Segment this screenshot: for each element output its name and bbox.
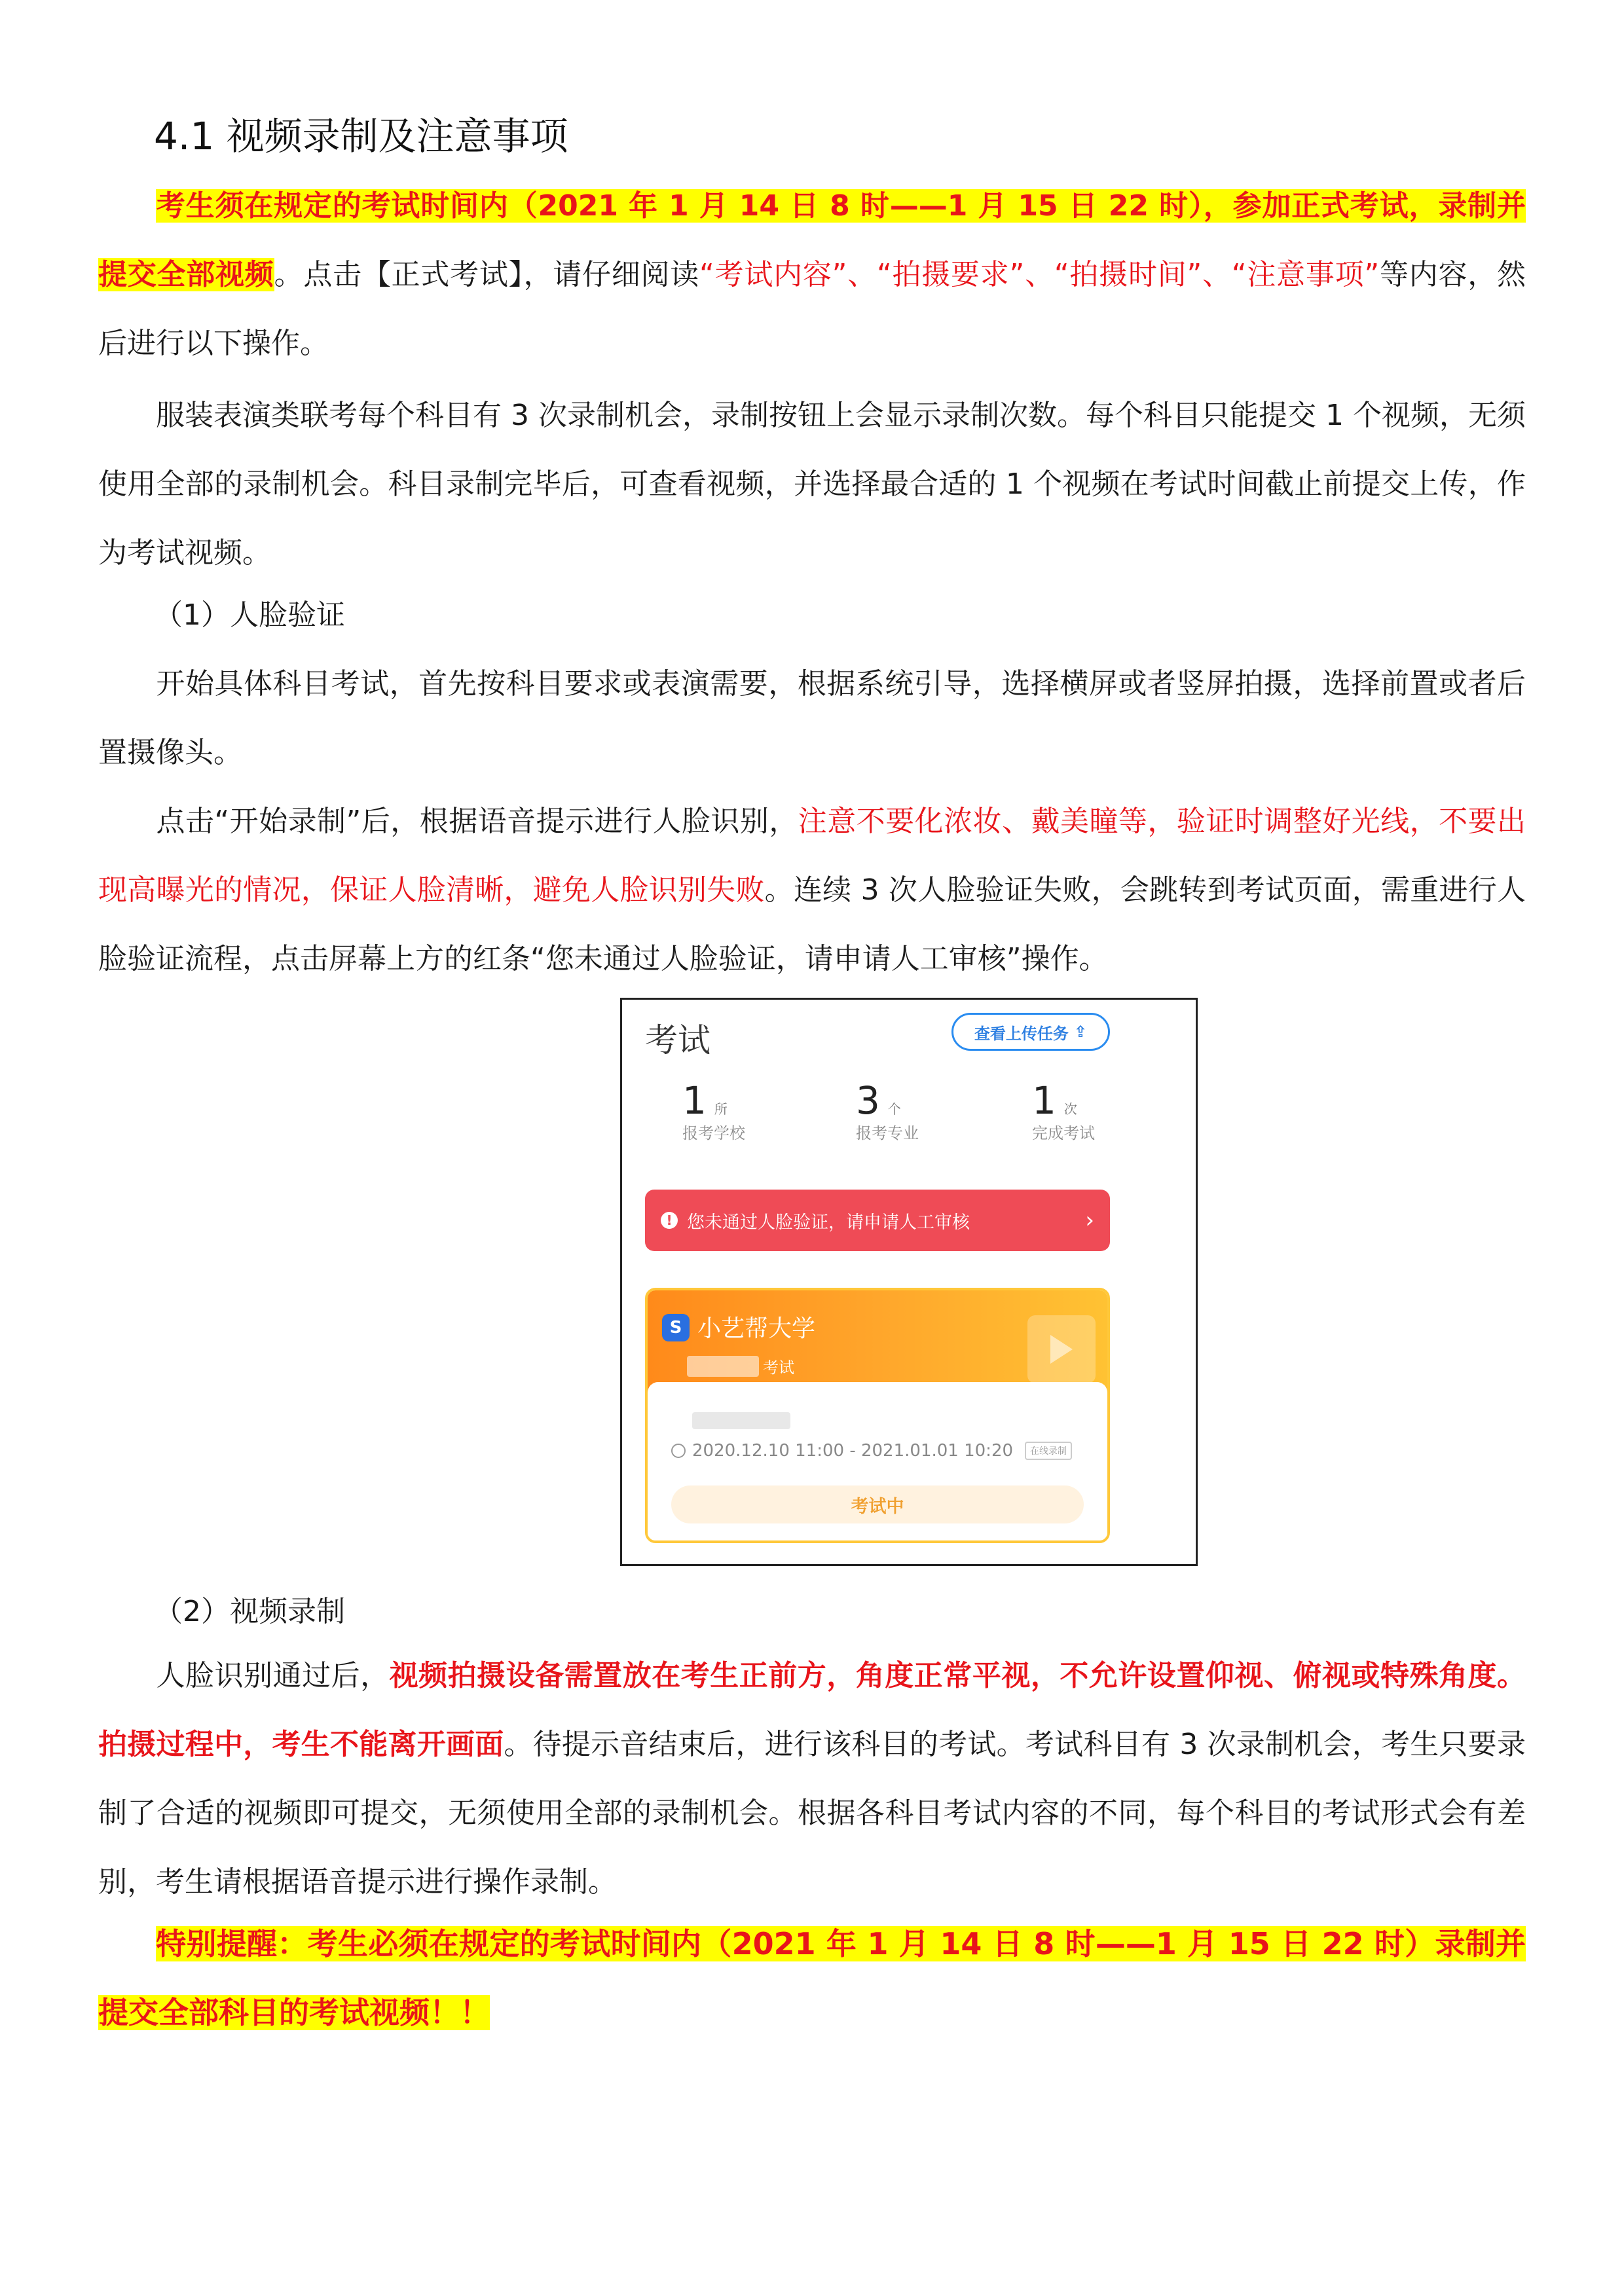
- play-icon: [1027, 1315, 1096, 1383]
- paragraph-text: 。待提示音结束后，进行该科目的考试。考试科目有 3 次录制机会，考生只要录制了合适的视频即可提交，无须使用全部的录制机会。根据各科目考试内容的不同，每个科目的考试形式会有差别，考生请根据语音提示进行操作录制。: [98, 1728, 1526, 1899]
- school-name: 小艺帮大学: [697, 1315, 816, 1342]
- paragraph-camera-select: [98, 649, 1526, 787]
- blurred-text: [687, 1356, 759, 1377]
- stat-label: 报考学校: [682, 1124, 745, 1142]
- reading-items: “考试内容”、“拍摄要求”、“拍摄时间”、“注意事项”: [699, 258, 1380, 291]
- paragraph-face-recognition: [98, 787, 1526, 993]
- exam-time-highlight: 考生须在规定的考试时间内（2021 年 1 月 14 日 8 时——1 月 15 日 22 时），参加正式考试，录制并提交全部视频: [98, 189, 1526, 291]
- paragraph-exam-time: [98, 172, 1526, 378]
- exam-time: 2020.12.10 11:00 - 2021.01.01 10:20: [692, 1441, 1014, 1461]
- paragraph-text: 开始具体科目考试，首先按科目要求或表演需要，根据系统引导，选择横屏或者竖屏拍摄，选择前置或者后置摄像头。: [98, 667, 1526, 769]
- face-verification-alert[interactable]: [645, 1190, 1110, 1251]
- exam-time-row: [671, 1441, 1072, 1461]
- paragraph-recording-rules: [98, 1641, 1526, 1916]
- special-reminder: 特别提醒：考生必须在规定的考试时间内（2021 年 1 月 14 日 8 时——1 月 15 日 22 时）录制并提交全部科目的考试视频！！: [98, 1926, 1526, 2030]
- card-header: [648, 1290, 1107, 1393]
- school-logo-icon: S: [662, 1314, 690, 1341]
- upload-icon: ⇪: [1073, 1023, 1088, 1041]
- stat-number: 3: [856, 1078, 880, 1123]
- blurred-text: [692, 1412, 790, 1429]
- section-heading: 4.1 视频录制及注意事项: [154, 114, 568, 158]
- stat-unit: 所: [714, 1101, 728, 1117]
- paragraph-text: 。点击【正式考试】，请仔细阅读: [274, 258, 700, 291]
- paragraph-text: 点击“开始录制”后，根据语音提示进行人脸识别，: [156, 805, 798, 838]
- clock-icon: [671, 1444, 686, 1458]
- stat-completed: [1032, 1078, 1189, 1143]
- paragraph-text: 。连续 3 次人脸验证失败，会跳转到考试页面，需重进行人脸验证流程，点击屏幕上方的红条“您未通过人脸验证，请申请人工审核”操作。: [98, 873, 1526, 975]
- subheading-video-recording: （2）视频录制: [154, 1595, 345, 1628]
- paragraph-text: 服装表演类联考每个科目有 3 次录制机会，录制按钮上会显示录制次数。每个科目只能提交 1 个视频，无须使用全部的录制机会。科目录制完毕后，可查看视频，并选择最合适的 1 个视频在考试时间截止前提交上传，作为考试视频。: [98, 399, 1526, 570]
- paragraph-recording-chances: [98, 381, 1526, 587]
- device-placement-warning: 视频拍摄设备需置放在考生正前方，角度正常平视，不允许设置仰视、俯视或特殊角度。拍摄过程中，考生不能离开画面: [98, 1659, 1526, 1761]
- paragraph-special-reminder: [98, 1910, 1526, 2047]
- stat-majors: [856, 1078, 1013, 1143]
- paragraph-text: 等内容，然后进行以下操作。: [98, 258, 1526, 360]
- stat-number: 1: [682, 1078, 707, 1123]
- app-screenshot: [620, 998, 1198, 1566]
- view-upload-tasks-button[interactable]: [951, 1013, 1110, 1051]
- exam-card[interactable]: [645, 1288, 1110, 1543]
- screen-title: 考试: [645, 1021, 710, 1059]
- stat-unit: 次: [1063, 1101, 1077, 1117]
- chevron-right-icon: ›: [1085, 1207, 1094, 1233]
- stat-schools: [682, 1078, 840, 1143]
- online-record-tag: 在线录制: [1025, 1442, 1072, 1460]
- exam-label: 考试: [763, 1358, 794, 1377]
- card-body: [648, 1382, 1107, 1543]
- warning-icon: !: [661, 1212, 678, 1229]
- face-warning: 注意不要化浓妆、戴美瞳等，验证时调整好光线，不要出现高曝光的情况，保证人脸清晰，避免人脸识别失败: [98, 805, 1526, 907]
- alert-text: 您未通过人脸验证，请申请人工审核: [687, 1212, 970, 1233]
- paragraph-text: 人脸识别通过后，: [156, 1659, 390, 1692]
- stat-number: 1: [1032, 1078, 1056, 1123]
- stat-unit: 个: [887, 1101, 901, 1117]
- stat-label: 完成考试: [1032, 1124, 1095, 1142]
- exam-in-progress-button[interactable]: 考试中: [671, 1485, 1084, 1523]
- upload-label: 查看上传任务: [974, 1024, 1069, 1043]
- stat-label: 报考专业: [856, 1124, 919, 1142]
- subheading-face-verification: （1）人脸验证: [154, 598, 345, 632]
